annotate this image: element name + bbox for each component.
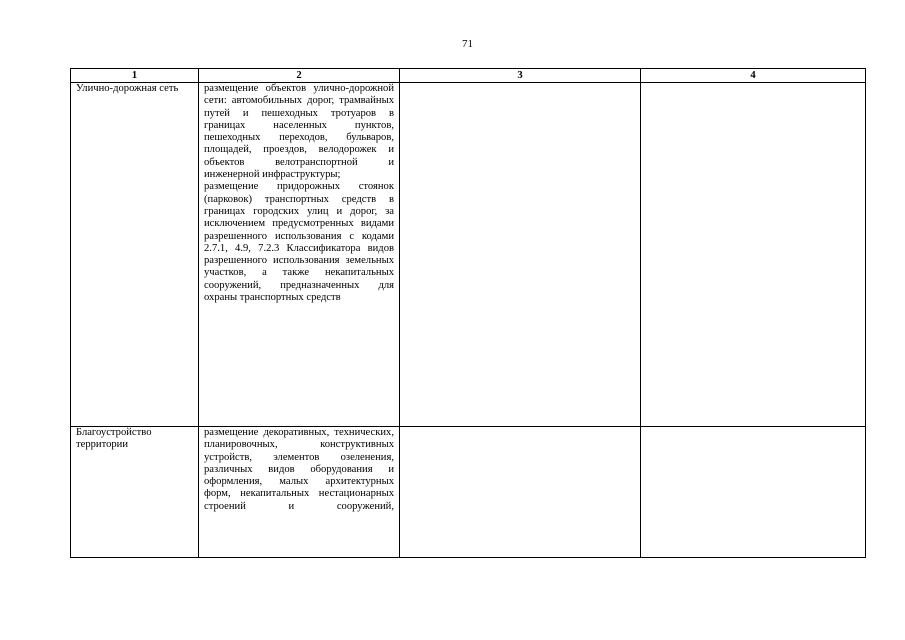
page-number: 71	[462, 38, 473, 50]
document-table	[70, 68, 866, 558]
row-description-cell	[199, 427, 400, 558]
description-paragraph: размещение объектов улично-дорожной сети: автомобильных дорог, трамвайных путей и пешеходных тротуаров в границах населенных пунктов, пешеходных переходов, бульваров, площадей, проездов, велодорожек и объектов велотранспортной и инженерной инфраструктуры;	[204, 83, 394, 181]
table-header-row	[71, 69, 866, 83]
column-header-2: 2	[199, 69, 400, 83]
table-row	[71, 83, 866, 427]
row-name-cell: Благоустройство территории	[71, 427, 199, 558]
row-col3-cell	[400, 83, 641, 427]
column-header-4: 4	[641, 69, 866, 83]
description-paragraph: размещение придорожных стоянок (парковок) транспортных средств в границах городских улиц и дорог, за исключением предусмотренных видами разрешенного использования с кодами 2.7.1, 4.9, 7.2.3 Классификатора видов разрешенного использования земельных участков, а также некапитальных сооружений, предназначенных для охраны транспортных средств	[204, 181, 394, 304]
row-col3-cell	[400, 427, 641, 558]
description-paragraph: размещение декоративных, технических, планировочных, конструктивных устройств, элементов озеленения, различных видов оборудования и оформления, малых архитектурных форм, некапитальных нестационарных строений и сооружений,	[204, 427, 394, 512]
column-header-1: 1	[71, 69, 199, 83]
table-row	[71, 427, 866, 558]
row-name-cell: Улично-дорожная сеть	[71, 83, 199, 427]
row-col4-cell	[641, 83, 866, 427]
row-col4-cell	[641, 427, 866, 558]
column-header-3: 3	[400, 69, 641, 83]
row-description-cell	[199, 83, 400, 427]
